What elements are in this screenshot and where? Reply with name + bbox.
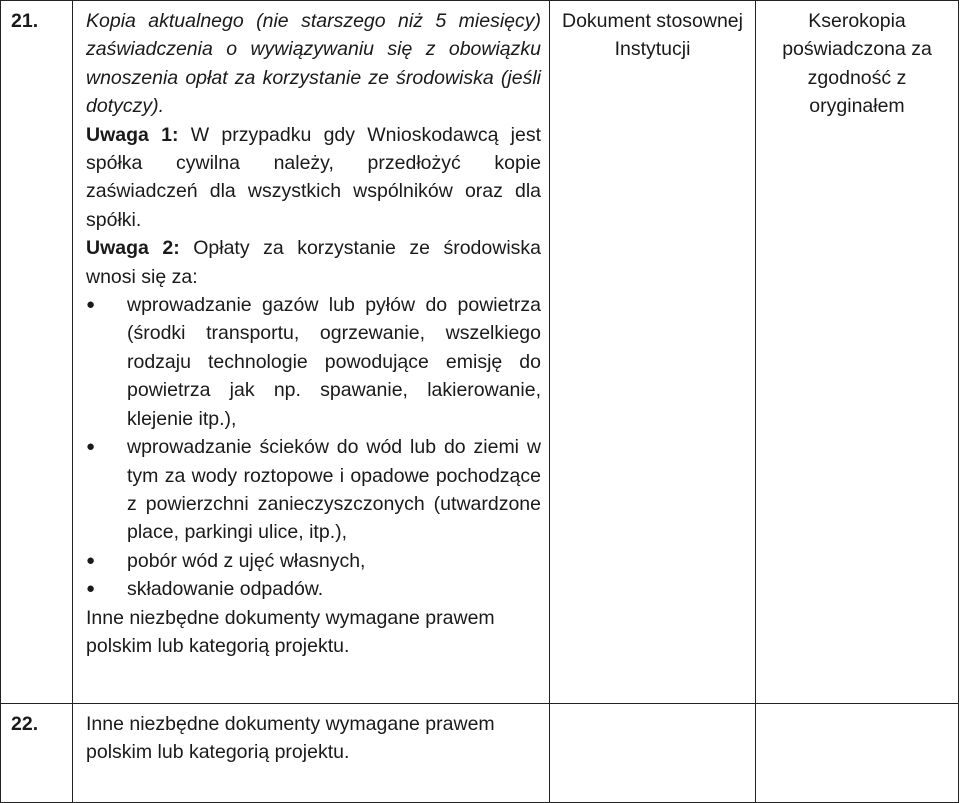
document-cell: Dokument stosownej Instytucji: [550, 1, 756, 704]
row-description: Inne niezbędne dokumenty wymagane prawem polskim lub kategorią projektu.: [73, 704, 550, 803]
document-cell: [550, 704, 756, 803]
form-cell: Kserokopia poświadczona za zgodność z oryginałem: [756, 1, 959, 704]
list-item: ● pobór wód z ujęć własnych,: [86, 547, 541, 575]
bullet-icon: ●: [86, 438, 96, 456]
bullet-icon: ●: [86, 296, 96, 314]
bullet-icon: ●: [86, 580, 96, 598]
list-item: ● wprowadzanie ścieków do wód lub do ziemi w tym za wody roztopowe i opadowe pochodzące z powierzchni zanieczyszczonych (utwardzone place, parkingi ulice, itp.),: [86, 433, 541, 547]
fee-list: [86, 291, 541, 603]
row-number: 22.: [1, 704, 73, 803]
intro-text: Kopia aktualnego (nie starszego niż 5 miesięcy) zaświadczenia o wywiązywaniu się z obowiązku wnoszenia opłat za korzystanie ze środowiska (jeśli dotyczy).: [86, 10, 541, 118]
table-row: [1, 1, 959, 704]
list-item: ● składowanie odpadów.: [86, 575, 541, 603]
form-cell: [756, 704, 959, 803]
list-item: ● wprowadzanie gazów lub pyłów do powietrza (środki transportu, ogrzewanie, wszelkiego rodzaju technologie powodujące emisję do powietrza jak np. spawanie, lakierowanie, klejenie itp.),: [86, 291, 541, 433]
note-2-text: Opłaty za korzystanie ze środowiska wnosi się za:: [86, 237, 541, 288]
row-description: [73, 1, 550, 704]
table-row: [1, 704, 959, 803]
outro-text: Inne niezbędne dokumenty wymagane prawem polskim lub kategorią projektu.: [86, 606, 495, 657]
row-number: 21.: [1, 1, 73, 704]
note-1-text: W przypadku gdy Wnioskodawcą jest spółka cywilna należy, przedłożyć kopie zaświadczeń dla wszystkich wspólników oraz dla spółki.: [86, 123, 542, 231]
note-2-label: Uwaga 2:: [86, 237, 180, 260]
bullet-icon: ●: [86, 551, 96, 569]
note-1-label: Uwaga 1:: [86, 123, 179, 146]
note-1: [86, 121, 541, 235]
note-2: [86, 234, 541, 291]
